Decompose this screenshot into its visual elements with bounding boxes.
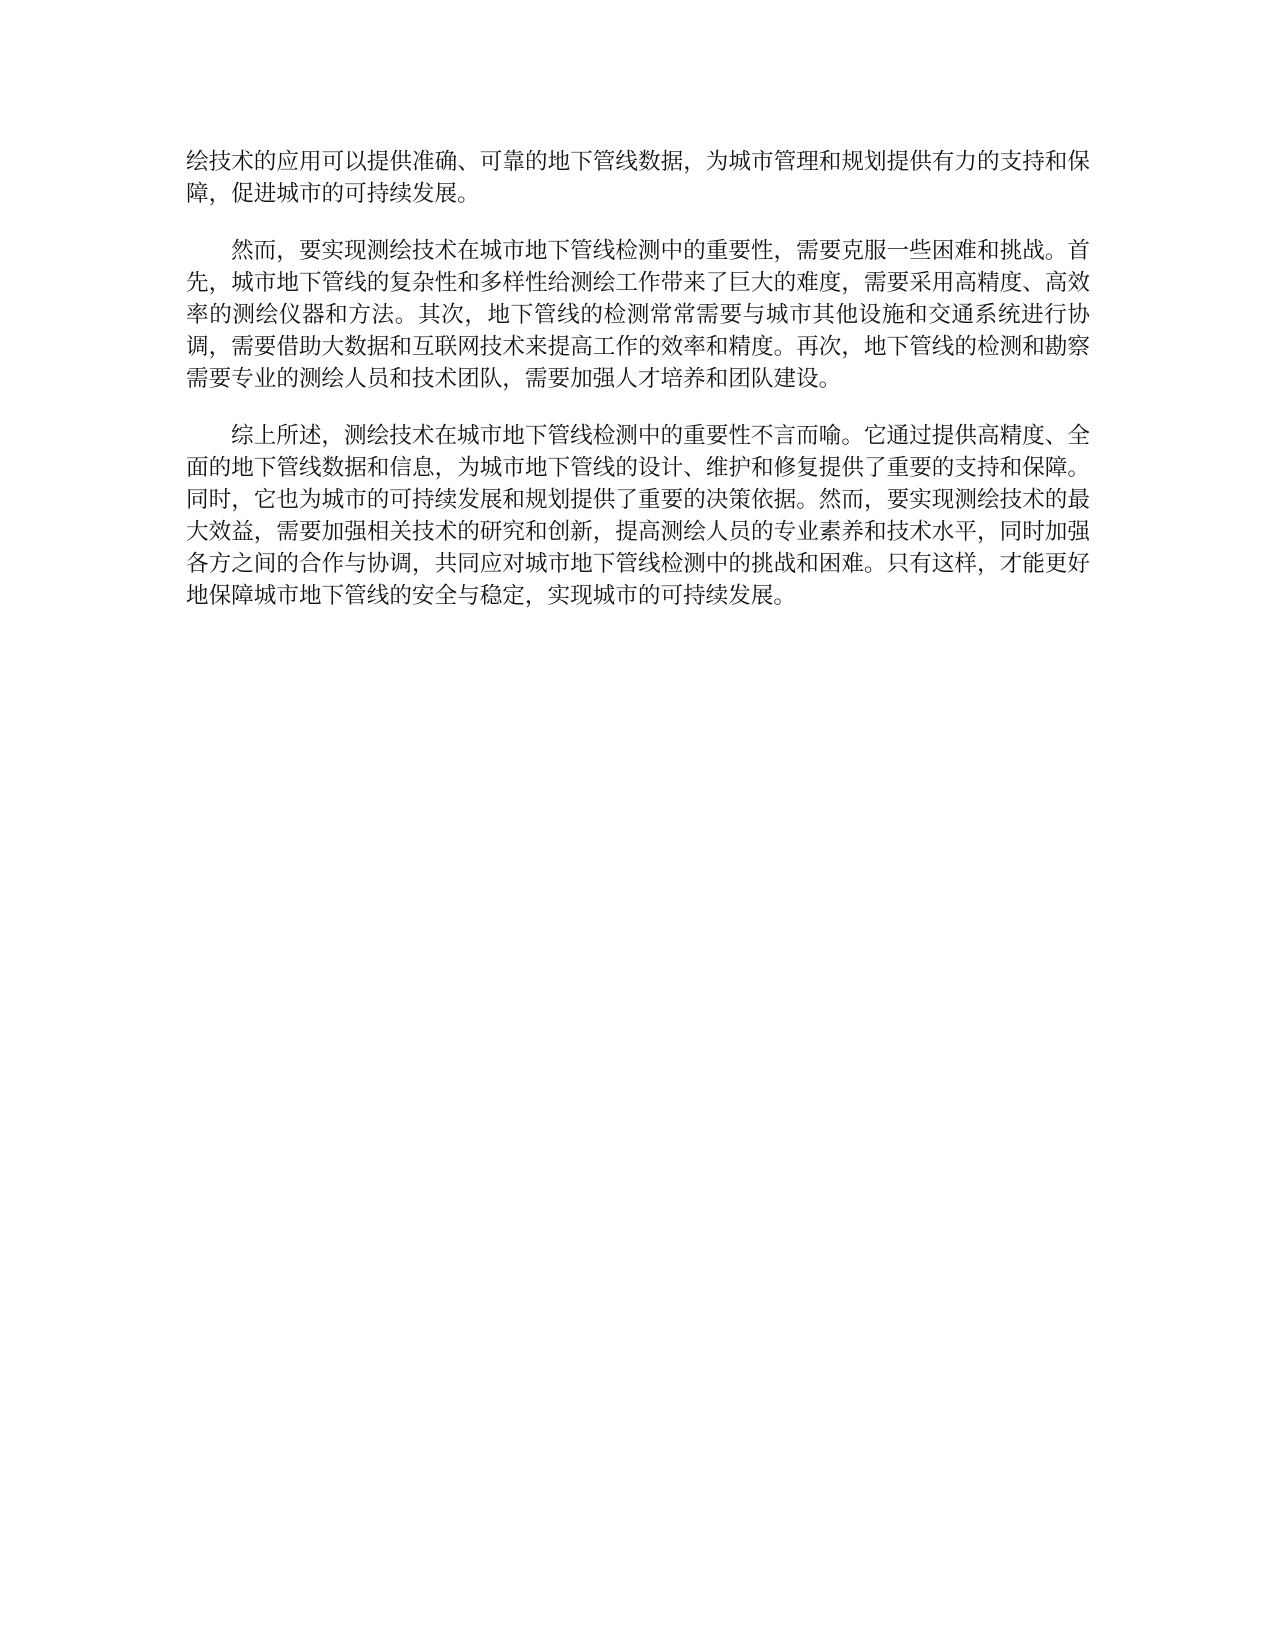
paragraph-continuation: 绘技术的应用可以提供准确、可靠的地下管线数据，为城市管理和规划提供有力的支持和保障，促进城市的可持续发展。 bbox=[186, 149, 1090, 207]
document-body bbox=[186, 146, 1090, 637]
paragraph-challenges: 然而，要实现测绘技术在城市地下管线检测中的重要性，需要克服一些困难和挑战。首先，城市地下管线的复杂性和多样性给测绘工作带来了巨大的难度，需要采用高精度、高效率的测绘仪器和方法。其次，地下管线的检测常常需要与城市其他设施和交通系统进行协调，需要借助大数据和互联网技术来提高工作的效率和精度。再次，地下管线的检测和勘察需要专业的测绘人员和技术团队，需要加强人才培养和团队建设。 bbox=[186, 238, 1090, 392]
paragraph-conclusion: 综上所述，测绘技术在城市地下管线检测中的重要性不言而喻。它通过提供高精度、全面的地下管线数据和信息，为城市地下管线的设计、维护和修复提供了重要的支持和保障。同时，它也为城市的可持续发展和规划提供了重要的决策依据。然而，要实现测绘技术的最大效益，需要加强相关技术的研究和创新，提高测绘人员的专业素养和技术水平，同时加强各方之间的合作与协调，共同应对城市地下管线检测中的挑战和困难。只有这样，才能更好地保障城市地下管线的安全与稳定，实现城市的可持续发展。 bbox=[186, 423, 1090, 609]
